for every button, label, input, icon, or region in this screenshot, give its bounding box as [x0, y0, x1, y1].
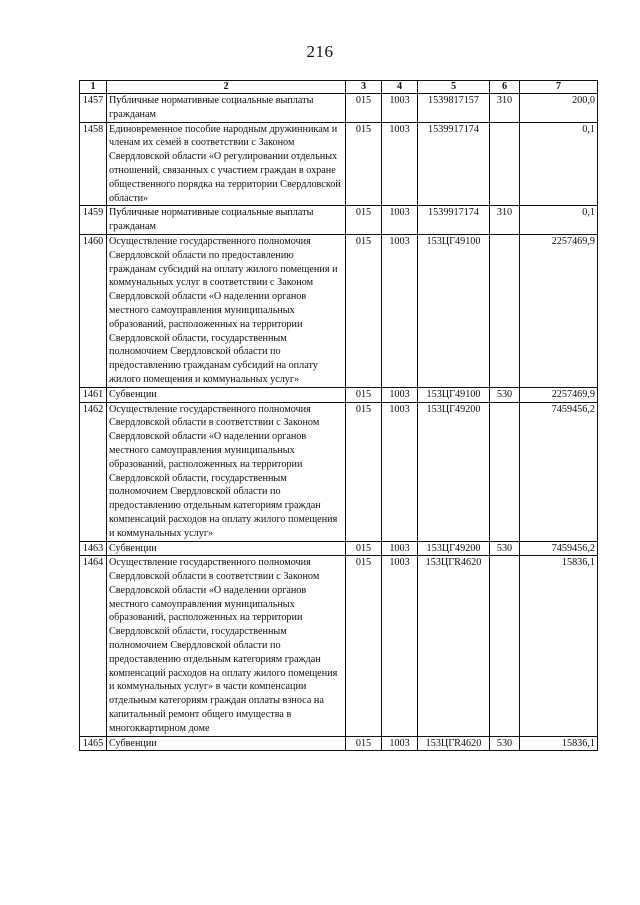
row-target-code: 153ЦГR4620 — [418, 556, 490, 736]
row-ministry-code: 015 — [346, 122, 382, 206]
row-amount — [520, 234, 598, 387]
row-ministry-code: 015 — [346, 206, 382, 235]
column-header: 4 — [382, 81, 418, 94]
table-row — [80, 234, 598, 387]
amount-value: 0,1 — [582, 123, 595, 135]
row-amount — [520, 541, 598, 556]
row-ministry-code: 015 — [346, 541, 382, 556]
row-name: Публичные нормативные социальные выплаты гражданам — [107, 94, 346, 123]
row-ministry-code: 015 — [346, 736, 382, 751]
row-expense-type — [490, 556, 520, 736]
row-section-code: 1003 — [382, 556, 418, 736]
row-number: 1461 — [80, 387, 107, 402]
row-name: Осуществление государственного полномочия Свердловской области в соответствии с Законом Свердловской области «О наделении органов местного самоуправления муниципальных образований, расположенных на территории Свердловской области, государственным полномочием Свердловской области по предоставлению отдельным категориям граждан компенсаций расходов на оплату жилого помещения и коммунальных услуг» в части компенсации отдельным категориям граждан оплаты взноса на капитальный ремонт общего имущества в многоквартирном доме — [107, 556, 346, 736]
amount-value: 7459456,2 — [551, 403, 595, 415]
row-target-code: 153ЦГ49100 — [418, 234, 490, 387]
table-row — [80, 206, 598, 235]
row-target-code: 1539917174 — [418, 206, 490, 235]
amount-value: 0,1 — [582, 207, 595, 219]
row-target-code: 1539817157 — [418, 94, 490, 123]
row-number: 1462 — [80, 402, 107, 541]
table-row — [80, 541, 598, 556]
row-number: 1460 — [80, 234, 107, 387]
column-header: 3 — [346, 81, 382, 94]
row-name: Субвенции — [107, 541, 346, 556]
row-section-code: 1003 — [382, 206, 418, 235]
row-section-code: 1003 — [382, 402, 418, 541]
row-expense-type: 530 — [490, 541, 520, 556]
row-number: 1457 — [80, 94, 107, 123]
row-ministry-code: 015 — [346, 556, 382, 736]
row-name: Единовременное пособие народным дружинникам и членам их семей в соответствии с Законом Свердловской области «О регулировании отдельных отношений, связанных с участием граждан в охране общественного порядка на территории Свердловской области» — [107, 122, 346, 206]
row-section-code: 1003 — [382, 541, 418, 556]
row-section-code: 1003 — [382, 94, 418, 123]
row-amount — [520, 736, 598, 751]
row-name: Осуществление государственного полномочия Свердловской области в соответствии с Законом Свердловской области «О наделении органов местного самоуправления муниципальных образований, расположенных на территории Свердловской области, государственным полномочием Свердловской области по предоставлению отдельным категориям граждан компенсаций расходов на оплату жилого помещения и коммунальных услуг» — [107, 402, 346, 541]
amount-value: 15836,1 — [561, 737, 595, 749]
row-expense-type: 310 — [490, 94, 520, 123]
row-name: Публичные нормативные социальные выплаты гражданам — [107, 206, 346, 235]
row-ministry-code: 015 — [346, 387, 382, 402]
column-header: 6 — [490, 81, 520, 94]
table-row — [80, 402, 598, 541]
row-target-code: 153ЦГR4620 — [418, 736, 490, 751]
row-number: 1463 — [80, 541, 107, 556]
table-body — [80, 94, 598, 751]
row-amount — [520, 122, 598, 206]
row-amount — [520, 206, 598, 235]
row-section-code: 1003 — [382, 387, 418, 402]
table-row — [80, 122, 598, 206]
table-row — [80, 736, 598, 751]
row-target-code: 153ЦГ49200 — [418, 541, 490, 556]
row-section-code: 1003 — [382, 234, 418, 387]
row-ministry-code: 015 — [346, 94, 382, 123]
amount-value: 15836,1 — [561, 557, 595, 569]
column-header: 5 — [418, 81, 490, 94]
row-ministry-code: 015 — [346, 402, 382, 541]
row-number: 1458 — [80, 122, 107, 206]
row-expense-type: 530 — [490, 736, 520, 751]
row-expense-type: 310 — [490, 206, 520, 235]
table-row — [80, 94, 598, 123]
row-number: 1459 — [80, 206, 107, 235]
row-expense-type: 530 — [490, 387, 520, 402]
amount-value: 2257469,9 — [551, 235, 595, 247]
table-row — [80, 387, 598, 402]
row-name: Субвенции — [107, 387, 346, 402]
row-section-code: 1003 — [382, 736, 418, 751]
row-section-code: 1003 — [382, 122, 418, 206]
row-name: Субвенции — [107, 736, 346, 751]
row-amount — [520, 556, 598, 736]
page-number: 216 — [306, 42, 334, 61]
row-amount — [520, 402, 598, 541]
amount-value: 7459456,2 — [551, 542, 595, 554]
table-row — [80, 556, 598, 736]
amount-value: 200,0 — [572, 95, 595, 106]
row-number: 1464 — [80, 556, 107, 736]
row-expense-type — [490, 234, 520, 387]
row-number: 1465 — [80, 736, 107, 751]
row-name: Осуществление государственного полномочия Свердловской области по предоставлению гражданам субсидий на оплату жилого помещения и коммунальных услуг в соответствии с Законом Свердловской области «О наделении органов местного самоуправления муниципальных образований, расположенных на территории Свердловской области, государственным полномочием Свердловской области по предоставлению гражданам субсидий на оплату жилого помещения и коммунальных услуг» — [107, 234, 346, 387]
row-expense-type — [490, 122, 520, 206]
row-expense-type — [490, 402, 520, 541]
row-target-code: 153ЦГ49200 — [418, 402, 490, 541]
row-target-code: 153ЦГ49100 — [418, 387, 490, 402]
column-header: 1 — [80, 81, 107, 94]
row-ministry-code: 015 — [346, 234, 382, 387]
header-row — [80, 81, 598, 94]
column-header: 7 — [520, 81, 598, 94]
row-target-code: 1539917174 — [418, 122, 490, 206]
budget-table — [79, 80, 598, 751]
amount-value: 2257469,9 — [551, 388, 595, 400]
row-amount — [520, 94, 598, 123]
column-header: 2 — [107, 81, 346, 94]
row-amount — [520, 387, 598, 402]
